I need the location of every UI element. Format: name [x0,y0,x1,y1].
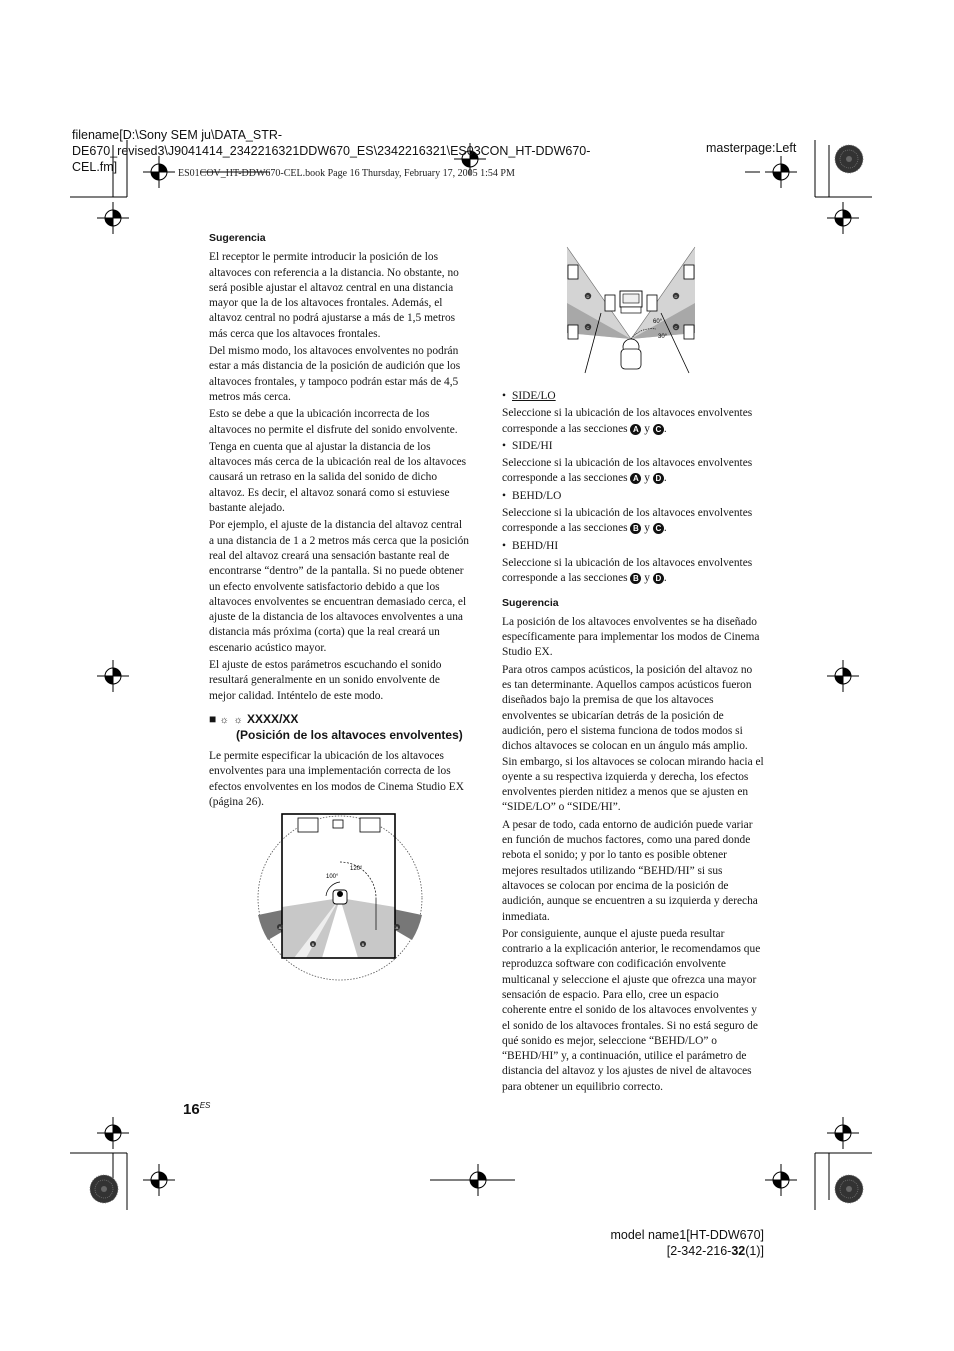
filename-line-2: DE670_revised3\J9041414_2342216321DDW670_ES\2342216321\ES03CON_HT-DDW670- [72,144,591,158]
and-word: y [644,422,650,435]
tip-heading-left: Sugerencia [209,232,266,244]
part-code-suffix: (1)] [745,1244,764,1258]
section-c-icon: C [653,523,664,534]
section-d-icon: D [653,473,664,484]
option-text: Seleccione si la ubicación de los altavoces envolventes corresponde a las secciones [502,457,753,485]
page-number-value: 16 [183,1101,200,1118]
angle-label-120: 120° [350,866,363,872]
option-side-lo: • SIDE/LO Seleccione si la ubicación de los altavoces envolventes corresponde a las secciones A y C . [502,389,764,437]
zone-label-d1: D [586,294,590,299]
angle-label-30: 30° [658,334,668,340]
option-behd-lo: • BEHD/LO Seleccione si la ubicación de los altavoces envolventes corresponde a las secciones B y C . [502,489,764,537]
zone-label-b2: B [361,942,365,947]
left-column [209,231,469,812]
option-text: Seleccione si la ubicación de los altavoces envolventes corresponde a las secciones [502,507,753,535]
right-paragraph-4: Por consiguiente, aunque el ajuste pueda resultar contrario a la explicación anterior, le recomendamos que reproduzca software con codificación envolvente multicanal y seleccione el ajuste que ofrezca una mayor sensación de espacio. Para ello, cree un espacio coherente entre el sonido de los altavoces envolventes y el sonido de los altavoces frontales. Si no está seguro de qué sonido es mejor, seleccione “BEHD/LO” o “BEHD/HI” y, a continuación, utilice el parámetro de distancia del altavoz y los ajustes de nivel de altavoces para obtener un equilibrio correcto. [502,927,761,1093]
zone-label-c1: C [586,325,590,330]
section-a-icon: A [630,473,641,484]
zone-label-d2: D [674,294,678,299]
angle-label-60: 60° [653,319,663,325]
model-info [607,1227,764,1259]
masterpage-label: masterpage:Left [706,141,797,155]
left-paragraph-1: El receptor le permite introducir la posición de los altavoces con referencia a la distancia. No obstante, no será posible ajustar el altavoz central en una distancia mayor que la de los altavoces frontales. Además, el altavoz central no podrá ajustarse a más de 1,5 metros más cerca que los altavoces frontales. [209,251,459,340]
option-name: BEHD/HI [512,539,559,552]
right-paragraph-2: Para otros campos acústicos, la posición del altavoz no es tan determinante. Aquellos campos acústicos fueron diseñados bajo la premisa de que los altavoces envolventes se ubicarían detrás de la posición de audición, pero el sistema funciona de todos modos si dichos altavoces se colocan en un ángulo más amplio. Sin embargo, si los altavoces se colocan mirando hacia el oyente a su respectiva izquierda y derecha, los efectos envolventes pierden nitidez a menos que se ajusten en “SIDE/LO” o “SIDE/HI”. [502,663,764,814]
section-title: (Posición de los altavoces envolventes) [236,727,463,742]
book-info-line: ES01COV_HT-DDW670-CEL.book Page 16 Thursday, February 17, 2005 1:54 PM [178,168,515,179]
option-text: Seleccione si la ubicación de los altavoces envolventes corresponde a las secciones [502,407,753,435]
zone-label-a2: A [395,925,399,930]
zone-label-a1: A [278,925,282,930]
part-code-line [607,1243,764,1259]
right-column [502,389,764,1097]
section-b-icon: B [630,523,641,534]
section-heading [209,712,469,743]
page-number-suffix: ES [199,1101,211,1110]
option-name: SIDE/LO [512,390,556,402]
speaker-placement-diagram [563,243,699,379]
option-behd-hi: • BEHD/HI Seleccione si la ubicación de los altavoces envolventes corresponde a las secciones B y D . [502,539,764,587]
square-bullet-icon: ■ [209,711,217,726]
option-text: Seleccione si la ubicación de los altavoces envolventes corresponde a las secciones [502,556,753,585]
section-d-icon: D [653,573,664,584]
zone-label-b1: B [311,942,315,947]
page-number [183,1101,210,1118]
left-paragraph-3: Esto se debe a que la ubicación incorrecta de los altavoces no permite el disfrute del sonido envolvente. [209,408,458,436]
angle-label-100: 100° [326,874,339,880]
model-line: model name1[HT-DDW670] [610,1228,764,1242]
part-code-bold: 32 [731,1244,746,1258]
left-paragraph-4: Tenga en cuenta que al ajustar la distancia de los altavoces más cerca de la ubicación real de los altavoces causará un retraso en la salida del sonido de dicho altavoz. Es decir, el altavoz sonará como si estuviese bastante alejado. [209,440,467,515]
and-word: y [644,572,650,585]
filename-line-1: filename[D:\Sony SEM ju\DATA_STR- [72,128,283,142]
section-c-icon: C [653,424,664,435]
and-word: y [644,472,650,485]
zone-label-c2: C [674,325,678,330]
and-word: y [644,522,650,535]
right-paragraph-3: A pesar de todo, cada entorno de audición puede variar en función de muchos factores, como una pared donde rebota el sonido; y por lo tanto es posible obtener mejores resultados utilizando “BEHD/HI” si sus altavoces se colocan por encima de la posición de audición, aunque se encuentren a su izquierda y derecha inmediata. [502,818,758,923]
left-paragraph-6: El ajuste de estos parámetros escuchando el sonido resultará generalmente en un sonido envolvente de mejor calidad. Inténtelo de este modo. [209,659,442,702]
section-description: Le permite especificar la ubicación de los altavoces envolventes para una implementación correcta de los efectos envolventes en los modos de Cinema Studio EX (página 26). [209,749,464,808]
tip-heading-right: Sugerencia [502,596,559,609]
option-side-hi: • SIDE/HI Seleccione si la ubicación de los altavoces envolventes corresponde a las secciones A y D . [502,439,764,487]
section-a-icon: A [630,424,641,435]
section-b-icon: B [630,573,641,584]
section-code: XXXX/XX [247,711,299,726]
part-code-prefix: [2-342-216- [666,1244,732,1258]
surround-angle-diagram [256,812,426,984]
option-name: BEHD/LO [512,489,562,502]
right-paragraph-1: La posición de los altavoces envolventes se ha diseñado específicamente para implementar los modos de Cinema Studio EX. [502,615,760,659]
left-paragraph-2: Del mismo modo, los altavoces envolventes no podrán estar a más distancia de la posición de audición que los altavoces frontales, y tampoco podrán estar más de 4,5 metros más cerca. [209,345,461,403]
mode-icons: ☼ ☼ [219,714,244,726]
filename-line-3: CEL.fm] [72,160,118,174]
option-name: SIDE/HI [512,439,553,452]
left-paragraph-5: Por ejemplo, el ajuste de la distancia del altavoz central a una distancia de 1 a 2 metros más cerca que la posición real del altavoz creará una sensación bastante real de encontrarse “dentro” de la pantalla. Si no puede obtener un efecto envolvente satisfactorio debido a que los altavoces envolventes se encuentran demasiado cerca, el ajuste de la distancia de los altavoces envolventes a una distancia más próxima (corta) que la real creará un escenario acústico mayor. [209,519,469,654]
